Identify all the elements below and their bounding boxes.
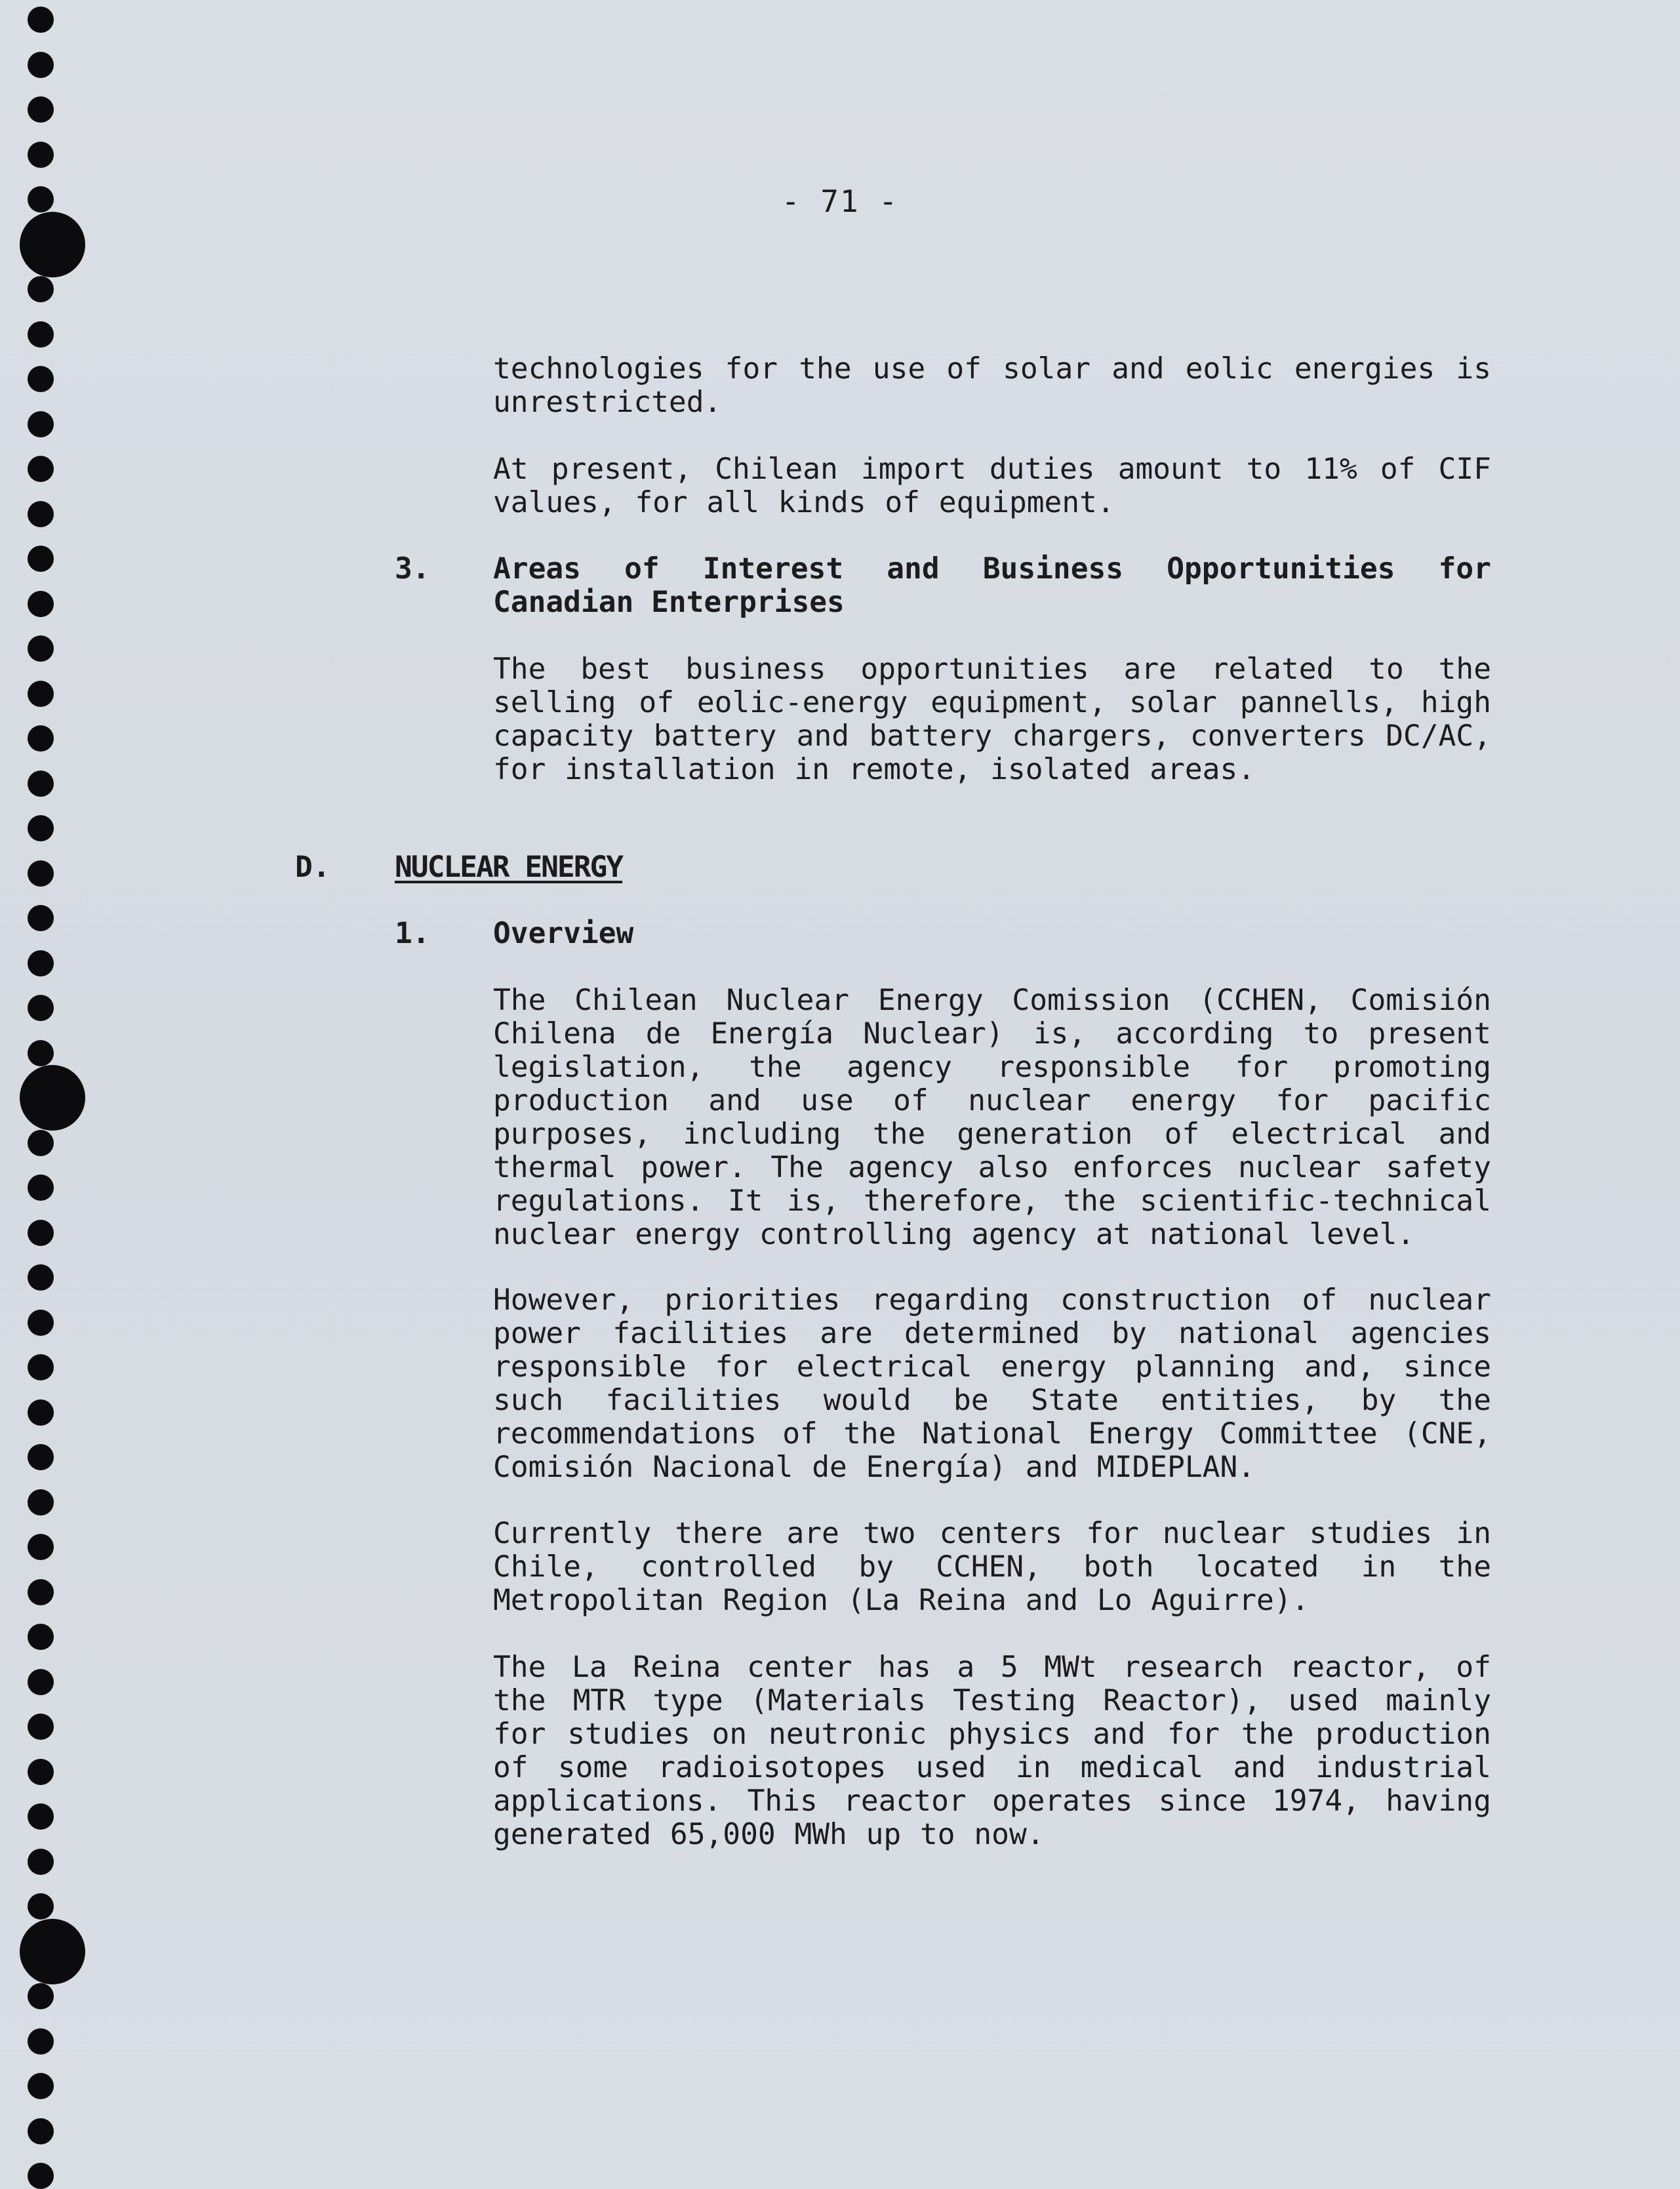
binding-hole	[28, 860, 54, 887]
binding-hole	[28, 2163, 54, 2189]
binding-hole	[28, 635, 54, 662]
binding-hole	[28, 1175, 54, 1201]
binding-hole	[28, 1849, 54, 1875]
binding-hole	[28, 96, 54, 123]
binding-hole	[28, 995, 54, 1021]
binding-hole	[28, 1354, 54, 1380]
overview-number: 1.	[395, 917, 430, 950]
binding-hole	[28, 501, 54, 527]
binding-hole	[28, 1983, 54, 2009]
binding-hole	[28, 2028, 54, 2055]
section-d-letter: D.	[295, 851, 330, 884]
overview-paragraph-4: The La Reina center has a 5 MWt research reactor, of the MTR type (Materials Testing Reactor), used mainly for studies on neutronic physics and for the production of some radioisotopes used in medical and industrial applications. This reactor operates since 1974, having generated 65,000 MWh up to now.	[493, 1651, 1491, 1851]
binding-hole	[28, 142, 54, 168]
binding-hole	[28, 321, 54, 348]
binding-hole	[28, 1040, 54, 1066]
binding-hole	[28, 276, 54, 302]
binding-holes	[0, 0, 92, 2164]
binding-hole	[28, 1130, 54, 1156]
page-number: - 71 -	[781, 184, 899, 219]
binding-hole	[28, 1624, 54, 1650]
binding-hole	[28, 52, 54, 78]
binding-hole	[28, 546, 54, 572]
binding-hole	[28, 2118, 54, 2144]
subsection-3-number: 3.	[395, 552, 430, 586]
binding-hole	[28, 7, 54, 33]
binding-hole	[28, 1893, 54, 1919]
binding-hole	[28, 591, 54, 617]
binding-hole	[20, 1065, 85, 1131]
binding-hole	[28, 681, 54, 707]
overview-title: Overview	[493, 917, 634, 950]
binding-hole	[28, 1534, 54, 1560]
binding-hole	[28, 1579, 54, 1605]
binding-hole	[28, 1220, 54, 1246]
binding-hole	[28, 725, 54, 752]
binding-hole	[20, 1919, 85, 1984]
intro-paragraph-2: At present, Chilean import duties amount to 11% of CIF values, for all kinds of equipment.	[493, 452, 1491, 519]
binding-hole	[28, 1489, 54, 1516]
binding-hole	[28, 905, 54, 931]
overview-paragraph-2: However, priorities regarding construction of nuclear power facilities are determined by national agencies responsible for electrical energy planning and, since such facilities would be State entities, by the recommendations of the National Energy Committee (CNE, Comisión Nacional de Energía) and MIDEPLAN.	[493, 1283, 1491, 1484]
binding-hole	[28, 1669, 54, 1695]
overview-paragraph-3: Currently there are two centers for nuclear studies in Chile, controlled by CCHEN, both located in the Metropolitan Region (La Reina and Lo Aguirre).	[493, 1517, 1491, 1617]
subsection-3-paragraph: The best business opportunities are related to the selling of eolic-energy equipment, solar pannells, high capacity battery and battery chargers, converters DC/AC, for installation in remote, isolated areas.	[493, 653, 1491, 786]
binding-hole	[28, 1803, 54, 1830]
binding-hole	[28, 1759, 54, 1785]
binding-hole	[20, 212, 85, 277]
binding-hole	[28, 366, 54, 392]
binding-hole	[28, 456, 54, 482]
subsection-3-title: Areas of Interest and Business Opportunities for Canadian Enterprises	[493, 552, 1491, 619]
overview-paragraph-1: The Chilean Nuclear Energy Comission (CCHEN, Comisión Chilena de Energía Nuclear) is, according to present legislation, the agency responsible for promoting production and use of nuclear energy for pacific purposes, including the generation of electrical and thermal power. The agency also enforces nuclear safety regulations. It is, therefore, the scientific-technical nuclear energy controlling agency at national level.	[493, 984, 1491, 1251]
binding-hole	[28, 771, 54, 797]
binding-hole	[28, 1310, 54, 1336]
binding-hole	[28, 1714, 54, 1740]
binding-hole	[28, 950, 54, 976]
binding-hole	[28, 1264, 54, 1291]
binding-hole	[28, 1399, 54, 1426]
binding-hole	[28, 1444, 54, 1470]
binding-hole	[28, 2073, 54, 2099]
section-d-title: NUCLEAR ENERGY	[395, 851, 623, 884]
binding-hole	[28, 815, 54, 841]
intro-paragraph-1: technologies for the use of solar and eolic energies is unrestricted.	[493, 352, 1491, 419]
binding-hole	[28, 411, 54, 437]
